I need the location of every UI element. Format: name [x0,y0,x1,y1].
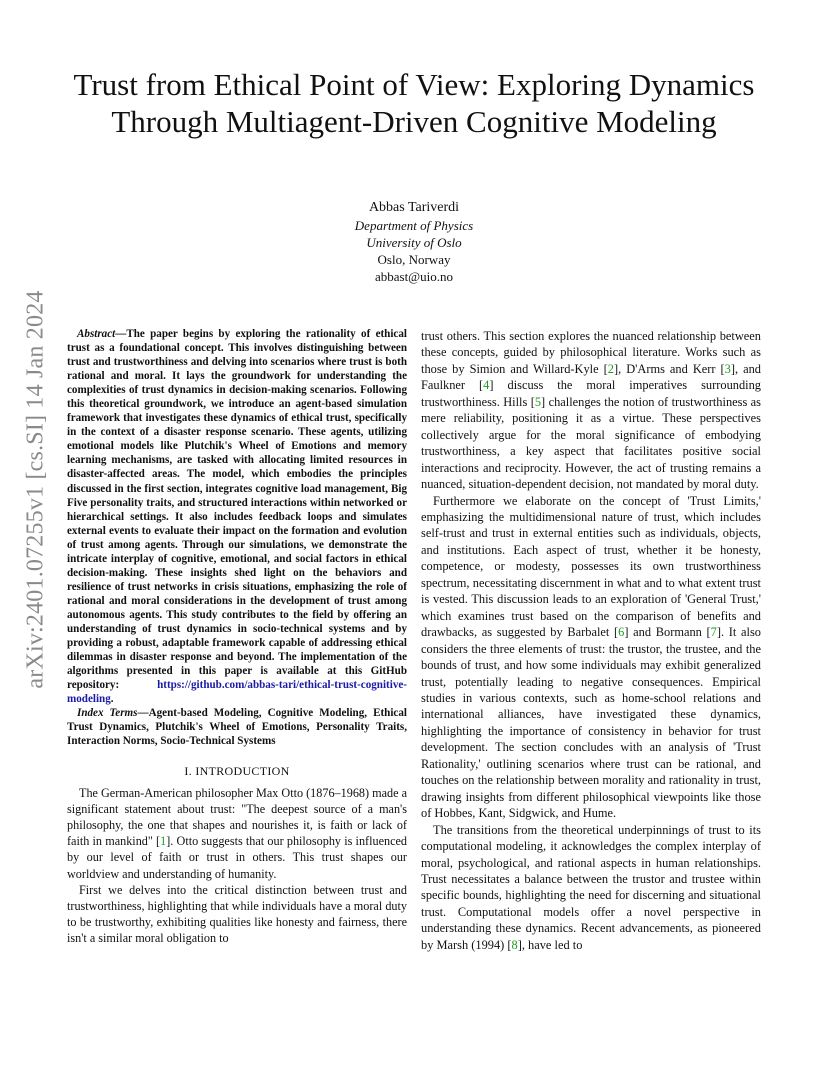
right-paragraph-1 [421,328,761,493]
text-span: First we delves into the critical distinction between trust and trustworthiness, highlighting that while individuals have a moral duty to be trustworthy, exhibiting qualities like honesty and fairness, there isn't a similar moral obligation to [67,882,407,946]
right-column [421,328,761,953]
text-span: ] discuss the moral imperatives surrounding trustworthiness. Hills [ [421,378,761,409]
index-terms [67,706,407,748]
section-title-rest: NTRODUCTION [199,764,290,779]
citation-link[interactable]: 2 [607,361,614,376]
author-name: Abbas Tariverdi [368,200,460,215]
text-span: ]. Otto suggests that our philosophy is influenced by our level of faith or trust in others. This trust shapes our worldview and understanding of humanity. [67,834,407,881]
intro-paragraph-2 [67,882,407,947]
text-span: The German-American philosopher Max Otto (1876–1968) made a significant statement about trust: "The deepest source of a man's philosophy, the one that shapes and nourishes it, is faith or lack of faith in mankind" [ [67,785,407,849]
citation-link[interactable]: 8 [511,937,518,952]
text-span: Furthermore we elaborate on the concept of 'Trust Limits,' emphasizing the multidimensional nature of trust, which includes self-trust and trust in external entities such as individuals, objects, and institutions. Each aspect of trust, whether it be honesty, competence, or modesty, possesses its own trustworthiness spectrum, necessitating discernment in what and to what extent trust is vested. This discussion leads to an exploration of 'General Trust,' which examines trust based on the comparison of benefits and drawbacks, as suggested by Barbalet [ [421,493,761,640]
abstract-lead: Abstract [77,328,116,340]
github-link[interactable]: https://github.com/abbas-tari/ethical-trust-cognitive-modeling [67,679,407,706]
index-terms-lead: Index Terms [77,707,138,720]
text-span: trust others. This section explores the nuanced relationship between these concepts, guided by philosophical literature. Works such as those by Simion and Willard-Kyle [ [421,329,761,376]
abstract-text: —The paper begins by exploring the rationality of ethical trust as a foundational concept. This involves distinguishing between trust and trustworthiness and delving into scenarios where trust is both rational and moral. It lays the groundwork for understanding the complexities of trust dynamics in decision-making scenarios. Following this theoretical groundwork, we introduce an agent-based simulation framework that investigates these dynamics of ethical trust, specifically in the context of a disaster response scenario. These agents, utilizing emotional models like Plutchik's Wheel of Emotions and memory learning mechanisms, are tasked with allocating limited resources in disaster-affected areas. The model, which embodies the principles discussed in the first section, integrates cognitive load management, Big Five personality traits, and structured interactions within networked or hierarchical settings. It also includes feedback loops and simulates external events to evaluate their impact on the formation and evolution of trust among agents. Through our simulations, we demonstrate the intricate interplay of cognitive, emotional, and social factors in ethical decision-making. These insights shed light on the behaviors and resilience of trust networks in crisis situations, emphasizing the role of rational and moral considerations in the development of trust among autonomous agents. This study contributes to the field by offering an understanding of trust dynamics in socio-technical systems and by providing a robust, adaptable framework capable of addressing ethical dilemmas in disaster response and beyond. The implementation of the algorithms presented in this paper is available at this GitHub repository: [67,328,407,692]
author-location: Oslo, Norway [377,252,451,267]
left-column [67,327,407,947]
citation-link[interactable]: 1 [160,834,167,849]
section-number: I. [184,764,196,779]
text-span: ]. It also considers the three elements of trust: the trustor, the trustee, and the bounds of trust, and how some individuals may exhibit generalized trust, potentially leading to negative consequences. Empirical studies in various contexts, such as home-school relations and international alliances, have investigated these dynamics, highlighting the importance of consistency in behavior for trust development. The section concludes with an analysis of 'Trust Rationality,' outlining scenarios where trust can be rational, and touches on the relationship between morality and rationality in trust, drawing insights from different philosophical viewpoints like those of Hobbes, Kant, Sidgwick, and Hume. [421,625,761,821]
arxiv-identifier [21,289,51,689]
intro-paragraph-1 [67,785,407,882]
author-university: University of Oslo [366,235,462,250]
right-paragraph-3 [421,822,761,954]
paper-title: Trust from Ethical Point of View: Exploring Dynamics Through Multiagent-Driven Cognitive Modeling [73,67,755,139]
author-email: abbast@uio.no [374,269,454,284]
text-span: ] challenges the notion of trustworthiness as mere reliability, positioning it as a virtue. These perspectives collectively argue for the moral significance of embodying trustworthiness, a key aspect that facilitates positive social interactions and reciprocity. However, the act of trusting remains a nuanced, situation-dependent decision, not mandated by moral duty. [421,394,762,492]
abstract-end: . [110,693,114,706]
author-block [260,199,568,285]
citation-link[interactable]: 5 [534,394,542,409]
citation-link[interactable]: 3 [724,361,731,376]
section-first-letter: I [195,764,200,779]
index-terms-text: —Agent-based Modeling, Cognitive Modeling, Ethical Trust Dynamics, Plutchik's Wheel of Emotions, Personality Traits, Interaction Norms, Socio-Technical Systems [67,707,407,748]
text-span: ], D'Arms and Kerr [ [613,361,725,376]
citation-link[interactable]: 6 [618,625,625,640]
text-span: The transitions from the theoretical underpinnings of trust to its computational modeling, it acknowledges the complex interplay of moral, psychological, and rational aspects in human relationships. Trust necessitates a balance between the trustor and trustee within specific bounds, highlighting the need for discerning and situational trust. Computational models offer a novel perspective in understanding these dynamics. Recent advancements, as pioneered by Marsh (1994) [ [421,822,761,952]
text-span: ] and Bormann [ [624,625,711,640]
arxiv-id-text: arXiv:2401.07255v1 [cs.SI] 14 Jan 2024 [22,289,49,689]
section-heading-introduction [67,763,407,779]
citation-link[interactable]: 4 [483,378,490,393]
right-paragraph-2 [421,493,761,822]
author-department: Department of Physics [354,218,474,233]
text-span: ], and Faulkner [ [421,361,761,393]
abstract [67,327,407,706]
text-span: ], have led to [517,937,583,952]
citation-link[interactable]: 7 [710,625,717,640]
